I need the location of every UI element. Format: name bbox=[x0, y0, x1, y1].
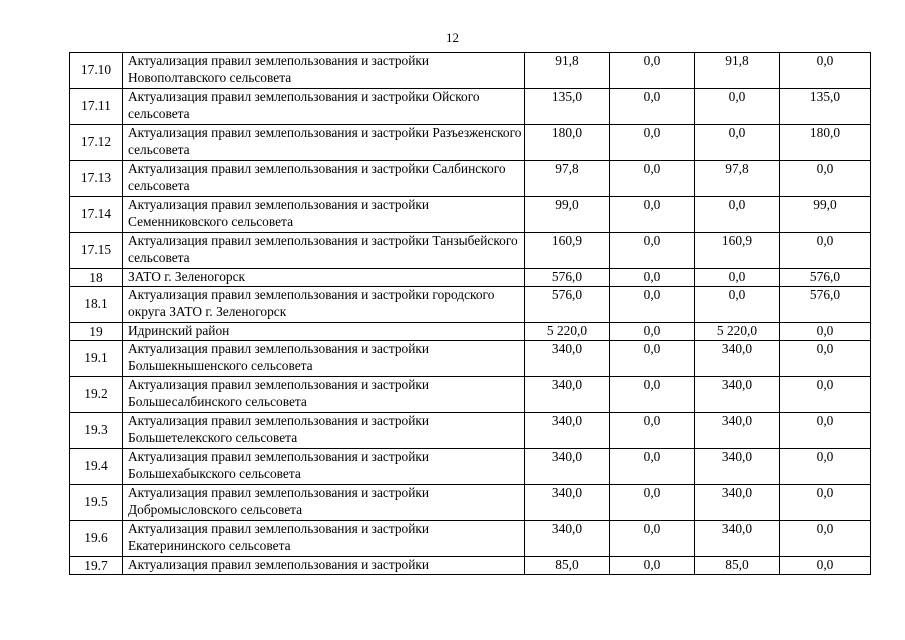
table-row bbox=[70, 413, 871, 449]
value-total-cell: 99,0 bbox=[525, 197, 610, 233]
row-number-cell: 17.10 bbox=[70, 53, 123, 89]
value-col2-cell: 0,0 bbox=[610, 413, 695, 449]
value-col2-cell: 0,0 bbox=[610, 89, 695, 125]
value-total-cell: 576,0 bbox=[525, 287, 610, 323]
value-col2-cell: 0,0 bbox=[610, 161, 695, 197]
table-row bbox=[70, 125, 871, 161]
page-number: 12 bbox=[446, 30, 459, 45]
row-name-cell: Актуализация правил землепользования и застройки городского округа ЗАТО г. Зеленогорск bbox=[123, 287, 525, 323]
value-col3-cell: 97,8 bbox=[695, 161, 780, 197]
value-total-cell: 340,0 bbox=[525, 341, 610, 377]
value-total-cell: 97,8 bbox=[525, 161, 610, 197]
table-row bbox=[70, 197, 871, 233]
value-col4-cell: 99,0 bbox=[780, 197, 871, 233]
value-col4-cell: 576,0 bbox=[780, 269, 871, 287]
row-number-cell: 18.1 bbox=[70, 287, 123, 323]
table-row bbox=[70, 233, 871, 269]
value-col3-cell: 85,0 bbox=[695, 557, 780, 575]
row-number-cell: 19.1 bbox=[70, 341, 123, 377]
row-number-cell: 17.11 bbox=[70, 89, 123, 125]
value-col4-cell: 0,0 bbox=[780, 53, 871, 89]
table-row bbox=[70, 89, 871, 125]
value-total-cell: 576,0 bbox=[525, 269, 610, 287]
row-number-cell: 19.3 bbox=[70, 413, 123, 449]
value-col3-cell: 160,9 bbox=[695, 233, 780, 269]
value-col3-cell: 340,0 bbox=[695, 341, 780, 377]
value-total-cell: 91,8 bbox=[525, 53, 610, 89]
value-col2-cell: 0,0 bbox=[610, 377, 695, 413]
row-number-cell: 19.2 bbox=[70, 377, 123, 413]
row-number-cell: 18 bbox=[70, 269, 123, 287]
table-row bbox=[70, 323, 871, 341]
row-number-cell: 17.14 bbox=[70, 197, 123, 233]
value-total-cell: 180,0 bbox=[525, 125, 610, 161]
value-col3-cell: 340,0 bbox=[695, 485, 780, 521]
value-col4-cell: 0,0 bbox=[780, 449, 871, 485]
value-total-cell: 340,0 bbox=[525, 377, 610, 413]
value-total-cell: 340,0 bbox=[525, 449, 610, 485]
table-body bbox=[70, 53, 871, 575]
value-col4-cell: 0,0 bbox=[780, 557, 871, 575]
value-col2-cell: 0,0 bbox=[610, 557, 695, 575]
value-col4-cell: 0,0 bbox=[780, 377, 871, 413]
value-col2-cell: 0,0 bbox=[610, 521, 695, 557]
value-col3-cell: 340,0 bbox=[695, 521, 780, 557]
row-name-cell: Актуализация правил землепользования и застройки Салбинского сельсовета bbox=[123, 161, 525, 197]
row-number-cell: 17.12 bbox=[70, 125, 123, 161]
value-col4-cell: 576,0 bbox=[780, 287, 871, 323]
value-col2-cell: 0,0 bbox=[610, 125, 695, 161]
row-number-cell: 17.13 bbox=[70, 161, 123, 197]
row-name-cell: ЗАТО г. Зеленогорск bbox=[123, 269, 525, 287]
value-col3-cell: 0,0 bbox=[695, 125, 780, 161]
table-row bbox=[70, 287, 871, 323]
value-total-cell: 5 220,0 bbox=[525, 323, 610, 341]
value-total-cell: 340,0 bbox=[525, 413, 610, 449]
value-total-cell: 85,0 bbox=[525, 557, 610, 575]
value-col4-cell: 0,0 bbox=[780, 161, 871, 197]
value-col4-cell: 135,0 bbox=[780, 89, 871, 125]
value-col2-cell: 0,0 bbox=[610, 323, 695, 341]
value-col3-cell: 5 220,0 bbox=[695, 323, 780, 341]
value-col2-cell: 0,0 bbox=[610, 449, 695, 485]
value-col2-cell: 0,0 bbox=[610, 269, 695, 287]
row-name-cell: Актуализация правил землепользования и застройки Новополтавского сельсовета bbox=[123, 53, 525, 89]
value-total-cell: 135,0 bbox=[525, 89, 610, 125]
value-total-cell: 340,0 bbox=[525, 485, 610, 521]
row-number-cell: 19.4 bbox=[70, 449, 123, 485]
value-col4-cell: 0,0 bbox=[780, 323, 871, 341]
value-col4-cell: 0,0 bbox=[780, 485, 871, 521]
value-col4-cell: 0,0 bbox=[780, 521, 871, 557]
value-total-cell: 160,9 bbox=[525, 233, 610, 269]
budget-table bbox=[69, 52, 871, 575]
row-name-cell: Актуализация правил землепользования и застройки Большесалбинского сельсовета bbox=[123, 377, 525, 413]
value-col2-cell: 0,0 bbox=[610, 233, 695, 269]
table-row bbox=[70, 449, 871, 485]
row-number-cell: 19.5 bbox=[70, 485, 123, 521]
row-name-cell: Актуализация правил землепользования и застройки Разъезженского сельсовета bbox=[123, 125, 525, 161]
table-row bbox=[70, 53, 871, 89]
value-col3-cell: 0,0 bbox=[695, 287, 780, 323]
row-number-cell: 19.7 bbox=[70, 557, 123, 575]
row-name-cell: Актуализация правил землепользования и застройки Большетелекского сельсовета bbox=[123, 413, 525, 449]
value-col3-cell: 340,0 bbox=[695, 449, 780, 485]
table-row bbox=[70, 557, 871, 575]
value-col4-cell: 0,0 bbox=[780, 413, 871, 449]
table-row bbox=[70, 341, 871, 377]
value-col3-cell: 340,0 bbox=[695, 413, 780, 449]
row-name-cell: Актуализация правил землепользования и застройки Большехабыкского сельсовета bbox=[123, 449, 525, 485]
value-col2-cell: 0,0 bbox=[610, 197, 695, 233]
row-name-cell: Актуализация правил землепользования и застройки Семенниковского сельсовета bbox=[123, 197, 525, 233]
row-number-cell: 19 bbox=[70, 323, 123, 341]
value-col3-cell: 0,0 bbox=[695, 89, 780, 125]
value-col2-cell: 0,0 bbox=[610, 53, 695, 89]
value-col4-cell: 0,0 bbox=[780, 233, 871, 269]
row-name-cell: Актуализация правил землепользования и застройки Танзыбейского сельсовета bbox=[123, 233, 525, 269]
table-row bbox=[70, 485, 871, 521]
value-col3-cell: 0,0 bbox=[695, 269, 780, 287]
value-col3-cell: 0,0 bbox=[695, 197, 780, 233]
value-col3-cell: 91,8 bbox=[695, 53, 780, 89]
table-row bbox=[70, 377, 871, 413]
value-col2-cell: 0,0 bbox=[610, 341, 695, 377]
value-col3-cell: 340,0 bbox=[695, 377, 780, 413]
row-name-cell: Актуализация правил землепользования и застройки Большекнышенского сельсовета bbox=[123, 341, 525, 377]
row-number-cell: 17.15 bbox=[70, 233, 123, 269]
row-name-cell: Актуализация правил землепользования и застройки Екатерининского сельсовета bbox=[123, 521, 525, 557]
row-name-cell: Идринский район bbox=[123, 323, 525, 341]
table-row bbox=[70, 521, 871, 557]
value-col2-cell: 0,0 bbox=[610, 287, 695, 323]
row-name-cell: Актуализация правил землепользования и застройки Ойского сельсовета bbox=[123, 89, 525, 125]
row-name-cell: Актуализация правил землепользования и застройки bbox=[123, 557, 525, 575]
value-col4-cell: 0,0 bbox=[780, 341, 871, 377]
value-total-cell: 340,0 bbox=[525, 521, 610, 557]
table-row bbox=[70, 269, 871, 287]
table-row bbox=[70, 161, 871, 197]
value-col4-cell: 180,0 bbox=[780, 125, 871, 161]
value-col2-cell: 0,0 bbox=[610, 485, 695, 521]
row-number-cell: 19.6 bbox=[70, 521, 123, 557]
row-name-cell: Актуализация правил землепользования и застройки Добромысловского сельсовета bbox=[123, 485, 525, 521]
